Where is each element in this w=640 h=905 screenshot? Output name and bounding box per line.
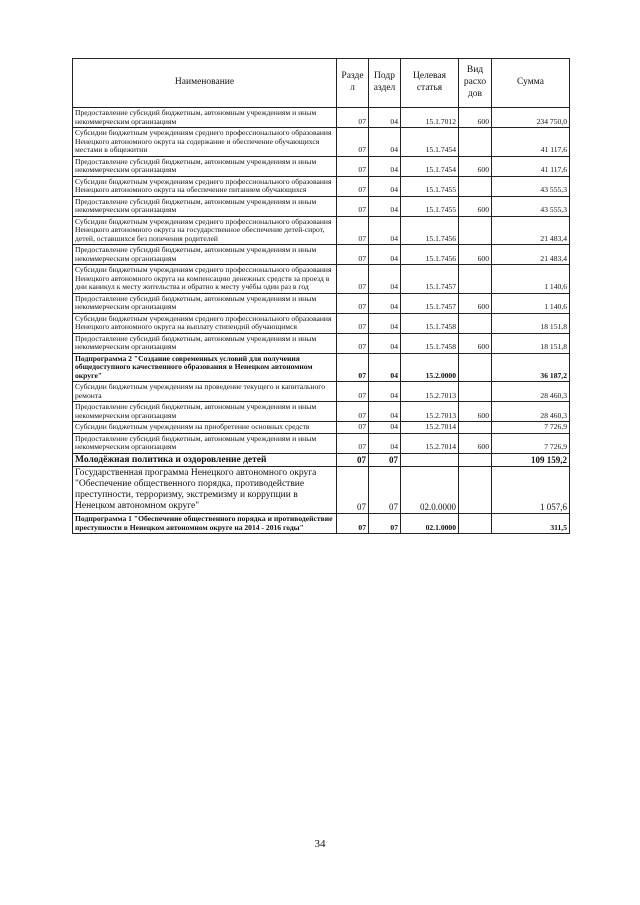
table-row xyxy=(73,353,570,382)
table-body xyxy=(73,108,570,534)
row-name: Субсидии бюджетным учреждениям среднего профессионального образования Ненецкого автономного округа на обеспечение питанием обучающихся xyxy=(73,176,337,196)
row-name: Подпрограмма 1 "Обеспечение общественного порядка и противодействие преступности в Ненецком автономном округе на 2014 - 2016 годы" xyxy=(73,514,337,534)
row-name: Предоставление субсидий бюджетным, автономным учреждениям и иным некоммерческим организациям xyxy=(73,156,337,176)
table-row xyxy=(73,108,570,128)
row-target xyxy=(401,453,459,467)
row-section: 07 xyxy=(337,467,369,514)
row-section: 07 xyxy=(337,313,369,333)
row-section: 07 xyxy=(337,128,369,157)
row-name: Субсидии бюджетным учреждениям среднего профессионального образования Ненецкого автономного округа на государственное обеспечение детей-сирот, детей, оставшихся без попечения родителей xyxy=(73,216,337,245)
row-section: 07 xyxy=(337,156,369,176)
row-amount: 28 460,3 xyxy=(492,402,570,422)
row-section: 07 xyxy=(337,108,369,128)
row-name: Государственная программа Ненецкого автономного округа "Обеспечение общественного порядка, противодействие преступности, терроризму, экстремизму и коррупции в Ненецком автономном округе" xyxy=(73,467,337,514)
row-name: Субсидии бюджетным учреждениям среднего профессионального образования Ненецкого автономного округа на содержание и обеспечение обучающихся местами в общежитии xyxy=(73,128,337,157)
table-row xyxy=(73,313,570,333)
row-expense-type xyxy=(459,313,492,333)
row-subsection: 04 xyxy=(369,422,401,434)
table-row xyxy=(73,176,570,196)
row-amount: 36 187,2 xyxy=(492,353,570,382)
table-row xyxy=(73,433,570,453)
row-amount: 1 140,6 xyxy=(492,293,570,313)
row-expense-type: 600 xyxy=(459,333,492,353)
row-amount: 18 151,8 xyxy=(492,313,570,333)
row-target: 15.1.7454 xyxy=(401,156,459,176)
table-row xyxy=(73,156,570,176)
row-expense-type xyxy=(459,176,492,196)
table-row xyxy=(73,514,570,534)
row-name: Предоставление субсидий бюджетным, автономным учреждениям и иным некоммерческим организациям xyxy=(73,293,337,313)
row-target: 15.2.7014 xyxy=(401,422,459,434)
table-row xyxy=(73,402,570,422)
budget-table xyxy=(72,58,570,534)
row-target: 15.1.7456 xyxy=(401,216,459,245)
row-name: Субсидии бюджетным учреждениям на проведение текущего и капитального ремонта xyxy=(73,382,337,402)
row-expense-type xyxy=(459,353,492,382)
row-subsection: 04 xyxy=(369,313,401,333)
page-number: 34 xyxy=(314,838,326,850)
row-amount: 28 460,3 xyxy=(492,382,570,402)
row-subsection: 04 xyxy=(369,402,401,422)
row-target: 15.1.7457 xyxy=(401,293,459,313)
row-amount: 21 483,4 xyxy=(492,245,570,265)
row-amount: 18 151,8 xyxy=(492,333,570,353)
header-name: Наименование xyxy=(73,59,337,108)
row-subsection: 04 xyxy=(369,382,401,402)
row-section: 07 xyxy=(337,333,369,353)
row-target: 02.0.0000 xyxy=(401,467,459,514)
row-name: Предоставление субсидий бюджетным, автономным учреждениям и иным некоммерческим организациям xyxy=(73,245,337,265)
table-row xyxy=(73,216,570,245)
row-name: Молодёжная политика и оздоровление детей xyxy=(73,453,337,467)
row-target: 15.2.7013 xyxy=(401,402,459,422)
row-subsection: 07 xyxy=(369,453,401,467)
row-target: 15.1.7455 xyxy=(401,196,459,216)
row-name: Субсидии бюджетным учреждениям на приобретение основных средств xyxy=(73,422,337,434)
header-amount: Сумма xyxy=(492,59,570,108)
row-amount: 1 140,6 xyxy=(492,265,570,294)
row-expense-type: 600 xyxy=(459,402,492,422)
table-row xyxy=(73,245,570,265)
row-target: 15.2.7013 xyxy=(401,382,459,402)
row-subsection: 04 xyxy=(369,196,401,216)
row-subsection: 04 xyxy=(369,216,401,245)
row-subsection: 04 xyxy=(369,433,401,453)
row-section: 07 xyxy=(337,265,369,294)
row-subsection: 04 xyxy=(369,128,401,157)
row-subsection: 04 xyxy=(369,265,401,294)
header-subsection: Подр аздел xyxy=(369,59,401,108)
row-subsection: 04 xyxy=(369,293,401,313)
row-amount: 1 057,6 xyxy=(492,467,570,514)
row-expense-type: 600 xyxy=(459,108,492,128)
row-target: 15.1.7458 xyxy=(401,333,459,353)
row-subsection: 04 xyxy=(369,353,401,382)
row-subsection: 07 xyxy=(369,514,401,534)
row-subsection: 04 xyxy=(369,176,401,196)
row-expense-type xyxy=(459,453,492,467)
row-amount: 43 555,3 xyxy=(492,176,570,196)
row-expense-type: 600 xyxy=(459,245,492,265)
table-row xyxy=(73,382,570,402)
row-target: 15.1.7012 xyxy=(401,108,459,128)
header-target: Целевая статья xyxy=(401,59,459,108)
row-target: 15.2.0000 xyxy=(401,353,459,382)
row-expense-type xyxy=(459,265,492,294)
row-section: 07 xyxy=(337,293,369,313)
row-amount: 7 726,9 xyxy=(492,433,570,453)
row-amount: 109 159,2 xyxy=(492,453,570,467)
row-name: Предоставление субсидий бюджетным, автономным учреждениям и иным некоммерческим организациям xyxy=(73,433,337,453)
header-expense-type: Вид расхо дов xyxy=(459,59,492,108)
row-amount: 234 750,0 xyxy=(492,108,570,128)
table-row xyxy=(73,293,570,313)
row-target: 15.1.7458 xyxy=(401,313,459,333)
row-name: Предоставление субсидий бюджетным, автономным учреждениям и иным некоммерческим организациям xyxy=(73,196,337,216)
row-target: 15.1.7454 xyxy=(401,128,459,157)
row-section: 07 xyxy=(337,382,369,402)
row-expense-type xyxy=(459,216,492,245)
table-row xyxy=(73,453,570,467)
row-expense-type xyxy=(459,467,492,514)
row-section: 07 xyxy=(337,433,369,453)
row-expense-type xyxy=(459,514,492,534)
row-name: Предоставление субсидий бюджетным, автономным учреждениям и иным некоммерческим организациям xyxy=(73,333,337,353)
table-row xyxy=(73,467,570,514)
row-amount: 7 726,9 xyxy=(492,422,570,434)
row-expense-type: 600 xyxy=(459,156,492,176)
row-name: Подпрограмма 2 "Создание современных условий для получения общедоступного качественного образования в Ненецком автономном округе" xyxy=(73,353,337,382)
table-row xyxy=(73,196,570,216)
row-amount: 43 555,3 xyxy=(492,196,570,216)
table-row xyxy=(73,265,570,294)
row-name: Субсидии бюджетным учреждениям среднего профессионального образования Ненецкого автономного округа на компенсацию денежных средств за проезд в дни каникул к месту жительства и обратно к месту учёбы один раз в год xyxy=(73,265,337,294)
row-target: 15.2.7014 xyxy=(401,433,459,453)
table-header-row xyxy=(73,59,570,108)
row-expense-type: 600 xyxy=(459,293,492,313)
row-section: 07 xyxy=(337,196,369,216)
row-section: 07 xyxy=(337,422,369,434)
row-target: 15.1.7457 xyxy=(401,265,459,294)
row-subsection: 04 xyxy=(369,108,401,128)
row-expense-type xyxy=(459,382,492,402)
row-subsection: 04 xyxy=(369,245,401,265)
row-subsection: 07 xyxy=(369,467,401,514)
row-amount: 41 117,6 xyxy=(492,156,570,176)
row-amount: 311,5 xyxy=(492,514,570,534)
header-section: Разде л xyxy=(337,59,369,108)
row-expense-type: 600 xyxy=(459,196,492,216)
row-amount: 21 483,4 xyxy=(492,216,570,245)
row-target: 15.1.7455 xyxy=(401,176,459,196)
row-section: 07 xyxy=(337,176,369,196)
row-expense-type: 600 xyxy=(459,433,492,453)
row-subsection: 04 xyxy=(369,156,401,176)
row-expense-type xyxy=(459,422,492,434)
table-row xyxy=(73,128,570,157)
row-name: Субсидии бюджетным учреждениям среднего профессионального образования Ненецкого автономного округа на выплату стипендий обучающимся xyxy=(73,313,337,333)
row-amount: 41 117,6 xyxy=(492,128,570,157)
row-section: 07 xyxy=(337,453,369,467)
table-row xyxy=(73,333,570,353)
row-name: Предоставление субсидий бюджетным, автономным учреждениям и иным некоммерческим организациям xyxy=(73,402,337,422)
row-name: Предоставление субсидий бюджетным, автономным учреждениям и иным некоммерческим организациям xyxy=(73,108,337,128)
row-section: 07 xyxy=(337,216,369,245)
row-section: 07 xyxy=(337,245,369,265)
row-subsection: 04 xyxy=(369,333,401,353)
row-section: 07 xyxy=(337,514,369,534)
row-target: 15.1.7456 xyxy=(401,245,459,265)
row-target: 02.1.0000 xyxy=(401,514,459,534)
table-row xyxy=(73,422,570,434)
row-section: 07 xyxy=(337,402,369,422)
row-section: 07 xyxy=(337,353,369,382)
row-expense-type xyxy=(459,128,492,157)
